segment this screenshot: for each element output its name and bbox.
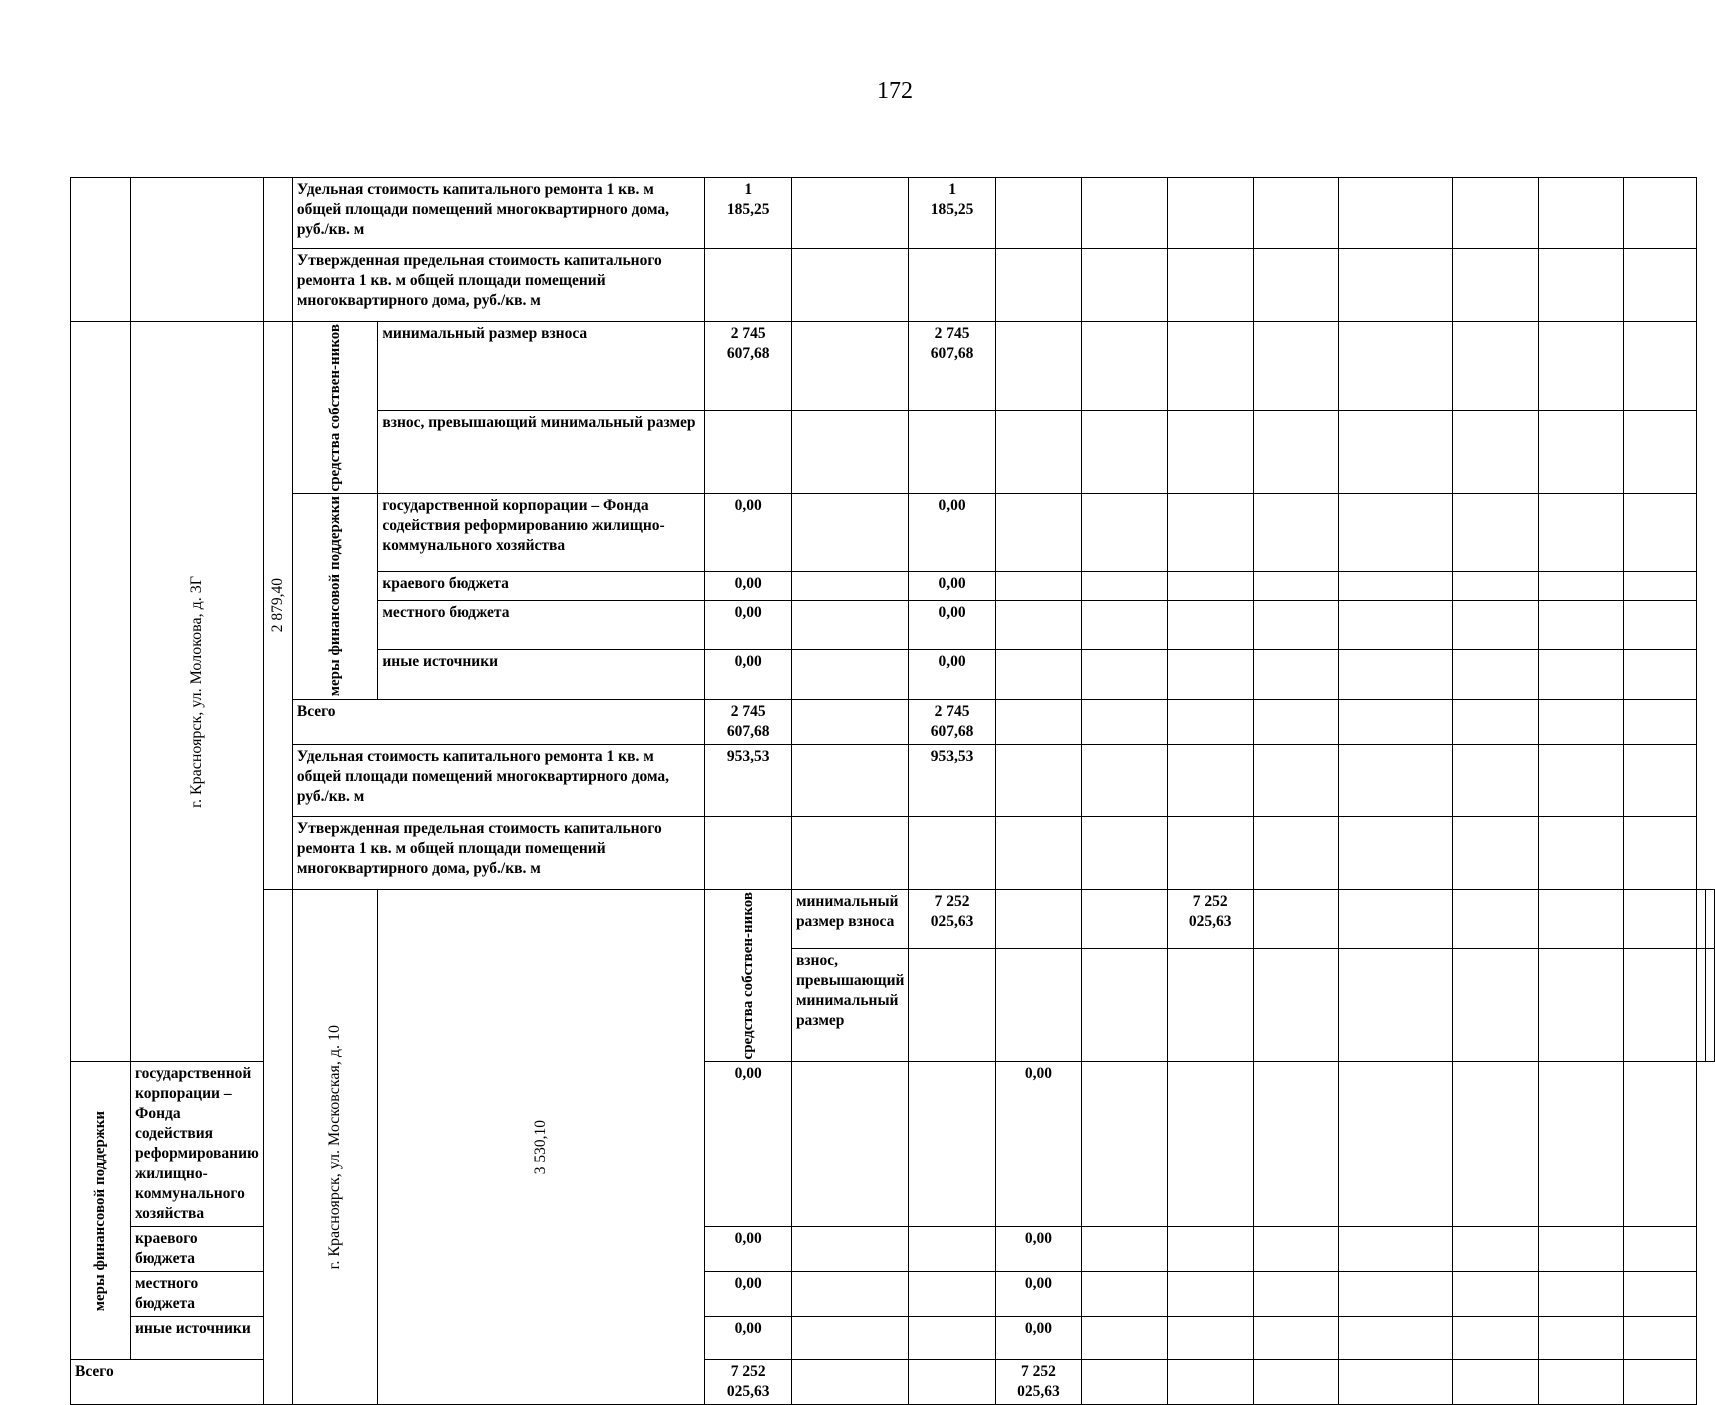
house-address: [292, 889, 377, 1404]
table-row: [71, 744, 1715, 816]
row-label-regional: краевого бюджета: [378, 572, 705, 601]
empty-cell: [263, 889, 292, 1404]
value-cell: 0,00: [705, 1272, 791, 1317]
owner-funds-label: средства собствен-ников: [739, 891, 756, 1060]
value-cell: 0,00: [909, 601, 995, 650]
value-cell: 0,00: [995, 1272, 1081, 1317]
row-label-total: Всего: [292, 699, 705, 744]
support-group: [71, 1062, 131, 1360]
row-label-over-fee: взнос, превышающий минимальный размер: [378, 411, 705, 494]
house-area-text: 2 879,40: [268, 578, 286, 633]
row-label-other: иные источники: [131, 1317, 264, 1360]
table-row: [71, 322, 1715, 411]
value-cell: 0,00: [995, 1227, 1081, 1272]
value-cell: 0,00: [705, 650, 791, 699]
value-cell: 2 745 607,68: [909, 322, 995, 411]
value-cell: 0,00: [705, 601, 791, 650]
table-row: [71, 178, 1715, 249]
row-label-regional: краевого бюджета: [131, 1227, 264, 1272]
empty-cell: [263, 178, 292, 322]
value-cell: 0,00: [909, 572, 995, 601]
house-address-text: г. Красноярск, ул. Московская, д. 10: [326, 1024, 344, 1270]
row-label-min-fee: минимальный размер взноса: [378, 322, 705, 411]
row-label-specific-cost: Удельная стоимость капитального ремонта 1 кв. м общей площади помещений многоквартирного дома, руб./кв. м: [292, 178, 705, 249]
owner-funds-group: [705, 889, 791, 1061]
value-cell: 0,00: [909, 650, 995, 699]
value-cell: 0,00: [909, 494, 995, 572]
capital-repair-table: [70, 177, 1715, 1405]
house-address: [131, 322, 264, 1062]
row-label-min-fee: минимальный размер взноса: [791, 889, 909, 949]
value-cell: 0,00: [705, 1062, 791, 1227]
support-label: меры финансовой поддержки: [326, 496, 343, 697]
value-cell: 953,53: [909, 744, 995, 816]
value-cell: 2 745 607,68: [705, 699, 791, 744]
house-address-text: г. Красноярск, ул. Молокова, д. 3Г: [187, 575, 205, 808]
value-cell: 7 252 025,63: [909, 889, 995, 949]
row-label-total: Всего: [71, 1360, 264, 1405]
row-label-corp: государственной корпорации – Фонда содействия реформированию жилищно-коммунального хозяйства: [378, 494, 705, 572]
row-label-corp: государственной корпорации – Фонда содействия реформированию жилищно-коммунального хозяйства: [131, 1062, 264, 1227]
empty-cell: [71, 178, 131, 322]
value-cell: 0,00: [705, 1227, 791, 1272]
value-cell: 7 252 025,63: [1167, 889, 1253, 949]
row-label-limit-cost: Утвержденная предельная стоимость капитального ремонта 1 кв. м общей площади помещений многоквартирного дома, руб./кв. м: [292, 249, 705, 322]
empty-cell: [131, 178, 264, 322]
house-area-text: 3 530,10: [532, 1119, 550, 1175]
table-row: [71, 494, 1715, 572]
table-row: [71, 816, 1715, 889]
row-label-other: иные источники: [378, 650, 705, 699]
value-cell: 7 252 025,63: [705, 1360, 791, 1405]
house-area: [263, 322, 292, 890]
value-cell: 0,00: [705, 494, 791, 572]
owner-funds-label: средства собствен-ников: [326, 324, 343, 492]
empty-cell: [71, 322, 131, 1062]
value-cell: 0,00: [705, 572, 791, 601]
value-cell: 2 745 607,68: [909, 699, 995, 744]
support-group: [292, 494, 377, 699]
row-label-specific-cost: Удельная стоимость капитального ремонта 1 кв. м общей площади помещений многоквартирного дома, руб./кв. м: [292, 744, 705, 816]
value-cell: 953,53: [705, 744, 791, 816]
value-cell: 7 252 025,63: [995, 1360, 1081, 1405]
table-row: [71, 699, 1715, 744]
house-area: [378, 889, 705, 1404]
row-label-over-fee: взнос, превышающий минимальный размер: [791, 949, 909, 1062]
row-label-local: местного бюджета: [378, 601, 705, 650]
owner-funds-group: [292, 322, 377, 494]
value-cell: 2 745 607,68: [705, 322, 791, 411]
support-label: меры финансовой поддержки: [92, 1110, 108, 1311]
page-number: 172: [877, 78, 913, 104]
value-cell: 1 185,25: [705, 178, 791, 249]
row-label-local: местного бюджета: [131, 1272, 264, 1317]
value-cell: 0,00: [995, 1317, 1081, 1360]
table-row: [71, 889, 1715, 949]
table-row: [71, 249, 1715, 322]
value-cell: 1 185,25: [909, 178, 995, 249]
row-label-limit-cost: Утвержденная предельная стоимость капитального ремонта 1 кв. м общей площади помещений многоквартирного дома, руб./кв. м: [292, 816, 705, 889]
value-cell: 0,00: [705, 1317, 791, 1360]
value-cell: 0,00: [995, 1062, 1081, 1227]
